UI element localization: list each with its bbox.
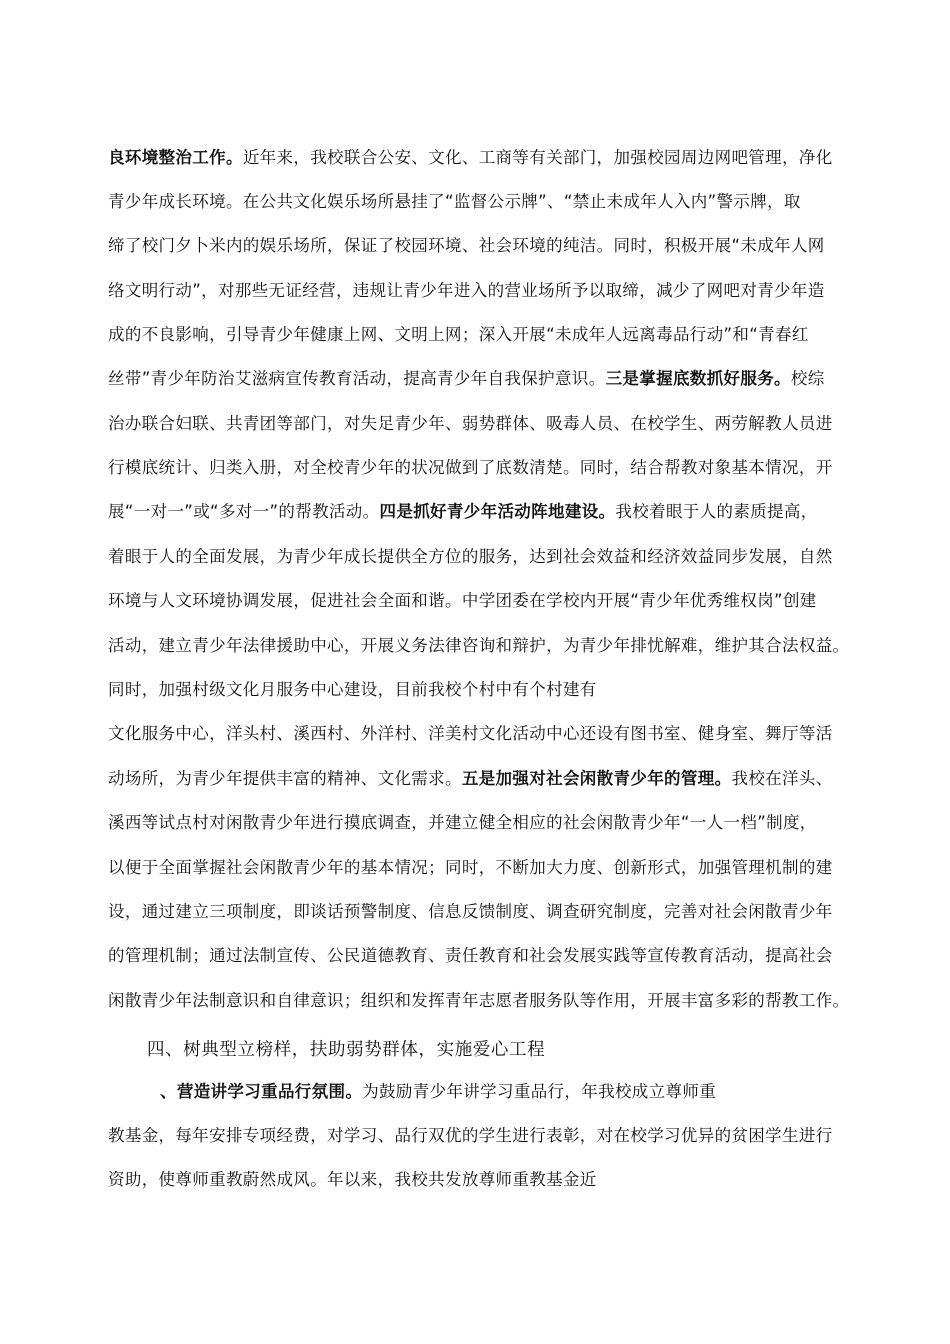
- bold-phrase: 五是加强对社会闲散青少年的管理。: [461, 769, 732, 788]
- text-line: 的管理机制；通过法制宣传、公民道德教育、责任教育和社会发展实践等宣传教育活动，提高社会: [108, 946, 833, 965]
- text-line: 良环境整治工作。近年来，我校联合公安、文化、工商等有关部门，加强校园周边网吧管理，净化: [108, 148, 833, 167]
- bold-phrase: 良环境整治工作。: [108, 148, 243, 167]
- text-line: 丝带”青少年防治艾滋病宣传教育活动，提高青少年自我保护意识。三是掌握底数抓好服务。校综: [108, 369, 825, 388]
- text-line: 同时，加强村级文化月服务中心建设，目前我校个村中有个村建有: [108, 680, 597, 699]
- text-line: 青少年成长环境。在公共文化娱乐场所悬挂了“监督公示牌”、“禁止未成年人入内”警示牌，取: [108, 192, 801, 211]
- section-heading: 四、树典型立榜样，扶助弱势群体，实施爱心工程: [147, 1040, 546, 1060]
- text-line: 设，通过建立三项制度，即谈话预警制度、信息反馈制度、调查研究制度，完善对社会闲散青少年: [108, 902, 833, 921]
- text-line: 溪西等试点村对闲散青少年进行摸底调查，并建立健全相应的社会闲散青少年“一人一档”制度，: [108, 813, 817, 832]
- text-line: 环境与人文环境协调发展，促进社会全面和谐。中学团委在学校内开展“青少年优秀维权岗”创建: [108, 591, 817, 610]
- bold-phrase: 、营造讲学习重品行氛围。: [160, 1082, 363, 1101]
- text-line: 展“一对一”或“多对一”的帮教活动。四是抓好青少年活动阵地建设。我校着眼于人的素质提高，: [108, 502, 818, 521]
- bold-phrase: 三是掌握底数抓好服务。: [605, 369, 791, 388]
- text-line: 缔了校门夕卜米内的娱乐场所，保证了校园环境、社会环境的纯洁。同时，积极开展“未成年人网: [108, 236, 825, 255]
- bold-phrase: 四是抓好青少年活动阵地建设。: [379, 502, 616, 521]
- text-line: 资助，使尊师重教蔚然成风。年以来，我校共发放尊师重教基金近: [108, 1170, 597, 1189]
- text-line: 动场所，为青少年提供丰富的精神、文化需求。五是加强对社会闲散青少年的管理。我校在洋头、: [108, 769, 833, 788]
- text-line: 文化服务中心，洋头村、溪西村、外洋村、洋美村文化活动中心还设有图书室、健身室、舞厅等活: [108, 724, 833, 743]
- text-line: 着眼于人的全面发展，为青少年成长提供全方位的服务，达到社会效益和经济效益同步发展，自然: [108, 547, 833, 566]
- text-line: 络文明行动”，对那些无证经营，违规让青少年进入的营业场所予以取缔，减少了网吧对青少年造: [108, 281, 825, 300]
- text-line: 行模底统计、归类入册，对全校青少年的状况做到了底数清楚。同时，结合帮教对象基本情况，开: [108, 458, 833, 477]
- text-line: 以便于全面掌握社会闲散青少年的基本情况；同时，不断加大力度、创新形式，加强管理机制的建: [108, 858, 833, 877]
- text-line: 活动，建立青少年法律援助中心，开展义务法律咨询和辩护，为青少年排忧解难，维护其合法权益。: [108, 636, 850, 655]
- text-line: 成的不良影响，引导青少年健康上网、文明上网；深入开展“未成年人远离毒品行动”和“青春红: [108, 325, 809, 344]
- text-line: 治办联合妇联、共青团等部门，对失足青少年、弱势群体、吸毒人员、在校学生、两劳解教人员进: [108, 414, 833, 433]
- text-line: 教基金，每年安排专项经费，对学习、品行双优的学生进行表彰，对在校学习优异的贫困学生进行: [108, 1126, 833, 1145]
- text-line: 、营造讲学习重品行氛围。为鼓励青少年讲学习重品行，年我校成立尊师重: [160, 1082, 717, 1101]
- text-line: 闲散青少年法制意识和自律意识；组织和发挥青年志愿者服务队等作用，开展丰富多彩的帮教工作。: [108, 991, 850, 1010]
